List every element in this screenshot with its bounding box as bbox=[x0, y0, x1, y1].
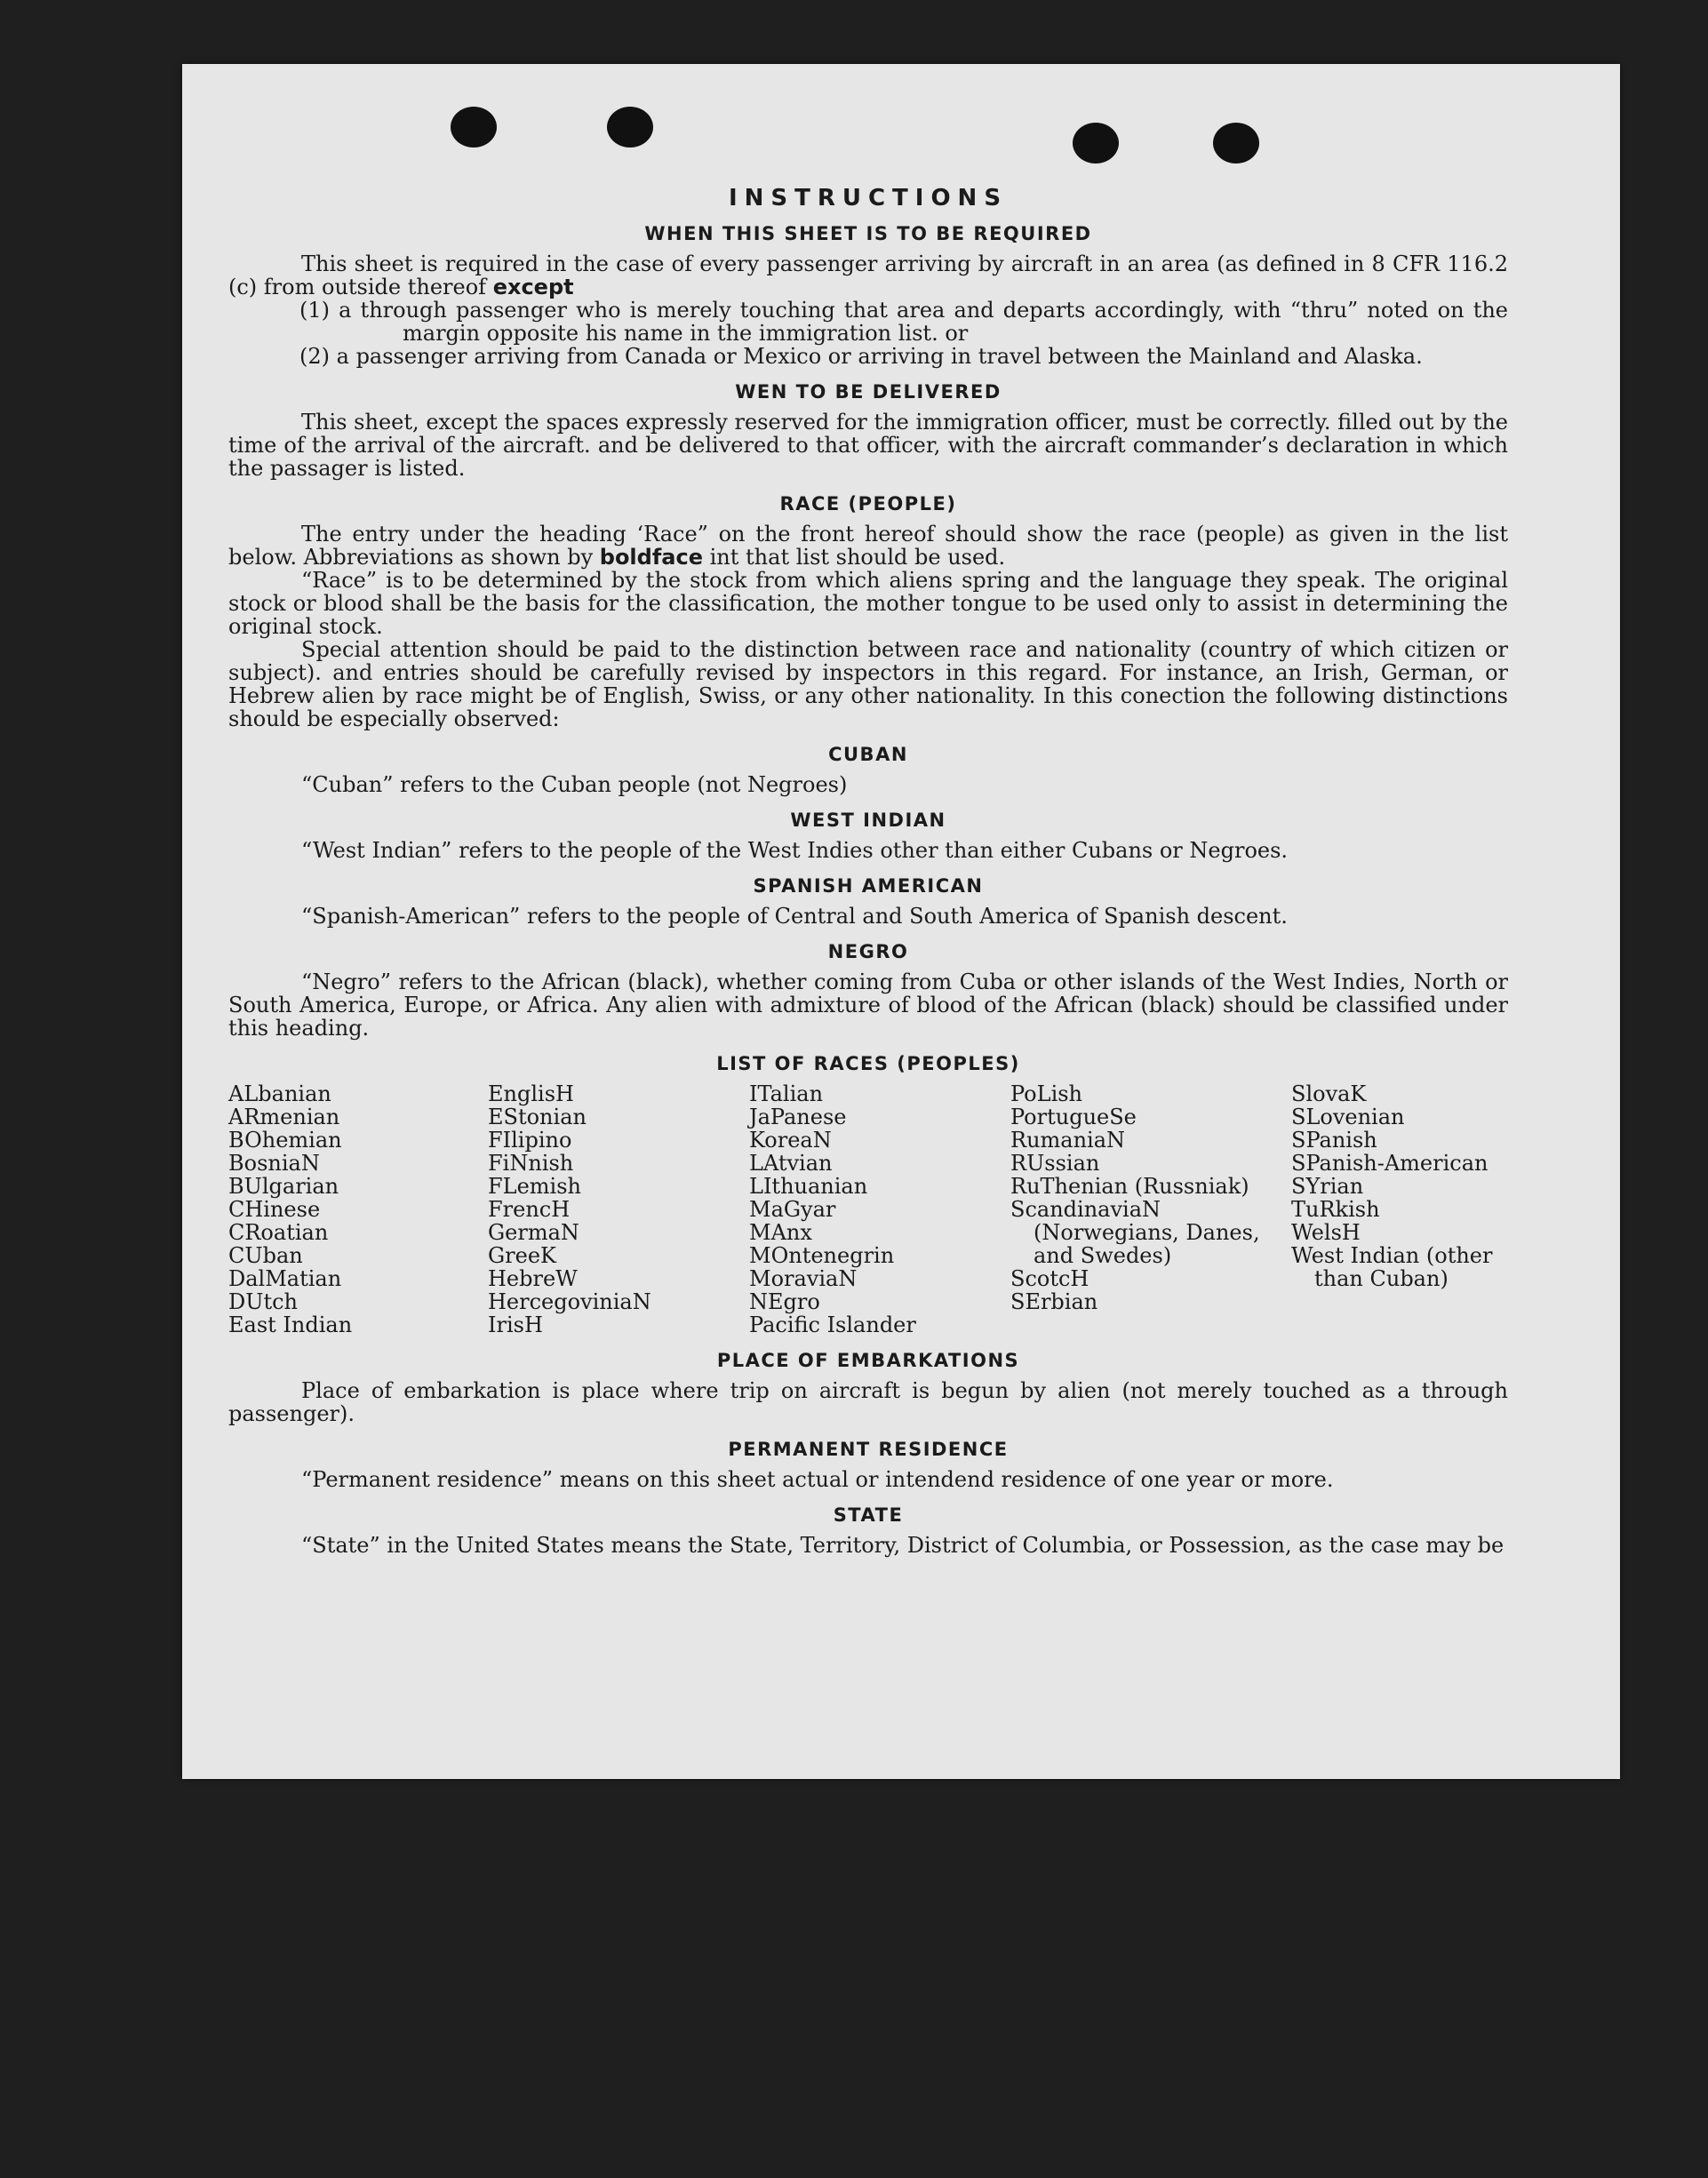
boldface-label: boldface bbox=[599, 545, 703, 570]
spanish-american-text: “Spanish-American” refers to the people of Central and South America of Spanish descent. bbox=[301, 904, 1288, 929]
when-delivered-heading: WEN TO BE DELIVERED bbox=[735, 381, 1002, 403]
race-list-item: MaGyar bbox=[749, 1197, 836, 1222]
race-list-item: RumaniaN bbox=[1010, 1128, 1126, 1153]
race-list-item: LIthuanian bbox=[749, 1174, 868, 1199]
race-list-item: SPanish-American bbox=[1291, 1151, 1489, 1176]
race-paragraph-1 bbox=[228, 523, 1508, 569]
list-of-races bbox=[228, 1082, 1508, 1336]
race-list-item: CUban bbox=[228, 1243, 303, 1268]
races-column-4 bbox=[1010, 1082, 1291, 1336]
when-required-item-1: (1) a through passenger who is merely touching that area and departs accordingly, with “thru” noted on the margin opposite his name in the immigration list. or bbox=[299, 298, 1508, 346]
race-list-item: FLemish bbox=[488, 1174, 581, 1199]
punch-hole-2 bbox=[607, 107, 653, 148]
list-of-races-heading: LIST OF RACES (PEOPLES) bbox=[716, 1053, 1020, 1074]
race-list-item: Pacific Islander bbox=[749, 1312, 916, 1337]
race-list-item: ITalian bbox=[749, 1081, 824, 1106]
race-list-item: SLovenian bbox=[1291, 1105, 1405, 1129]
race-list-item: EStonian bbox=[488, 1105, 587, 1129]
race-list-item: ALbanian bbox=[228, 1081, 331, 1106]
when-required-item-2: (2) a passenger arriving from Canada or Mexico or arriving in travel between the Mainland and Alaska. bbox=[299, 344, 1423, 369]
race-list-item: FIlipino bbox=[488, 1128, 572, 1153]
negro-heading: NEGRO bbox=[827, 941, 909, 962]
punch-hole-1 bbox=[451, 107, 497, 148]
punch-hole-3 bbox=[1073, 123, 1119, 164]
race-list-item: CHinese bbox=[228, 1197, 321, 1222]
race-list-item: GreeK bbox=[488, 1243, 556, 1268]
race-list-item: FrencH bbox=[488, 1197, 571, 1222]
race-list-item: SlovaK bbox=[1291, 1081, 1367, 1106]
race-heading: RACE (PEOPLE) bbox=[779, 493, 957, 515]
race-list-item: RuThenian (Russniak) bbox=[1010, 1174, 1249, 1199]
residence-heading: PERMANENT RESIDENCE bbox=[728, 1439, 1009, 1460]
race-list-item: PortugueSe bbox=[1010, 1105, 1137, 1129]
embarkation-text: Place of embarkation is place where trip on aircraft is begun by alien (not merely touched as a through passenger). bbox=[228, 1378, 1508, 1426]
race-list-item: MOntenegrin bbox=[749, 1243, 895, 1268]
race-list-item: IrisH bbox=[488, 1312, 543, 1337]
race-list-item: TuRkish bbox=[1291, 1197, 1380, 1222]
race-list-item: DUtch bbox=[228, 1289, 299, 1314]
when-required-intro-text: This sheet is required in the case of every passenger arriving by aircraft in an area (as defined in 8 CFR 116.2 (c) from outside thereof bbox=[228, 251, 1508, 299]
race-list-item: PoLish bbox=[1010, 1081, 1083, 1106]
residence-text: “Permanent residence” means on this sheet actual or intendend residence of one year or more. bbox=[301, 1467, 1334, 1492]
race-list-item: ScotcH bbox=[1010, 1266, 1089, 1291]
race-list-item: MoraviaN bbox=[749, 1266, 858, 1291]
race-list-item: WelsH bbox=[1291, 1220, 1361, 1245]
instructions-content bbox=[228, 187, 1508, 1557]
race-paragraph-3: Special attention should be paid to the distinction between race and nationality (country of which citizen or subject). and entries should be carefully revised by inspectors in this regard. For instance, an Irish, German, or Hebrew alien by race might be of English, Swiss, or any other nationality. In this conection the following distinctions should be especially observed: bbox=[228, 637, 1508, 731]
race-list-item: KoreaN bbox=[749, 1128, 832, 1153]
race-list-item: SPanish bbox=[1291, 1128, 1377, 1153]
race-list-item: GermaN bbox=[488, 1220, 579, 1245]
race-list-item: West Indian (other than Cuban) bbox=[1291, 1243, 1493, 1291]
races-column-1 bbox=[228, 1082, 488, 1336]
race-list-item: CRoatian bbox=[228, 1220, 329, 1245]
race-list-item: RUssian bbox=[1010, 1151, 1100, 1176]
races-column-3 bbox=[749, 1082, 1010, 1336]
west-indian-text: “West Indian” refers to the people of the West Indies other than either Cubans or Negroes. bbox=[301, 838, 1289, 863]
race-list-item: NEgro bbox=[749, 1289, 820, 1314]
races-column-2 bbox=[488, 1082, 749, 1336]
when-required-heading: WHEN THIS SHEET IS TO BE REQUIRED bbox=[644, 223, 1092, 244]
page-title: INSTRUCTIONS bbox=[728, 185, 1009, 211]
race-list-item: JaPanese bbox=[749, 1105, 847, 1129]
state-text: “State” in the United States means the State, Territory, District of Columbia, or Possession, as the case may be bbox=[301, 1533, 1504, 1558]
west-indian-heading: WEST INDIAN bbox=[790, 810, 946, 831]
race-p1-a: The entry under the heading ‘Race” on the front hereof should show the race (people) as given in the list below. Abbreviations as shown by bbox=[228, 522, 1508, 570]
embarkation-heading: PLACE OF EMBARKATIONS bbox=[716, 1350, 1020, 1371]
race-list-item: BUlgarian bbox=[228, 1174, 339, 1199]
race-list-item: EnglisH bbox=[488, 1081, 574, 1106]
when-delivered-text: This sheet, except the spaces expressly reserved for the immigration officer, must be correctly. filled out by the time of the arrival of the aircraft. and be delivered to that officer, with the aircraft commander’s declaration in which the passager is listed. bbox=[228, 410, 1508, 481]
race-list-item: FiNnish bbox=[488, 1151, 574, 1176]
race-list-item: BOhemian bbox=[228, 1128, 342, 1153]
spanish-american-heading: SPANISH AMERICAN bbox=[753, 875, 984, 897]
race-list-item: ARmenian bbox=[228, 1105, 340, 1129]
race-list-item: MAnx bbox=[749, 1220, 812, 1245]
negro-text: “Negro” refers to the African (black), whether coming from Cuba or other islands of the West Indies, North or South America, Europe, or Africa. Any alien with admixture of blood of the African (black) should be classified under this heading. bbox=[228, 969, 1508, 1041]
when-required-intro bbox=[228, 252, 1508, 299]
race-list-item: HercegoviniaN bbox=[488, 1289, 651, 1314]
race-list-item: LAtvian bbox=[749, 1151, 833, 1176]
race-list-item: HebreW bbox=[488, 1266, 578, 1291]
document-page bbox=[182, 64, 1620, 1779]
races-column-5 bbox=[1291, 1082, 1508, 1336]
except-label: except bbox=[492, 275, 574, 299]
race-list-item: SYrian bbox=[1291, 1174, 1364, 1199]
state-heading: STATE bbox=[833, 1504, 904, 1526]
cuban-heading: CUBAN bbox=[828, 744, 908, 765]
race-list-item: BosniaN bbox=[228, 1151, 320, 1176]
cuban-text: “Cuban” refers to the Cuban people (not Negroes) bbox=[301, 772, 848, 797]
race-paragraph-2: “Race” is to be determined by the stock from which aliens spring and the language they speak. The original stock or blood shall be the basis for the classification, the mother tongue to be used only to assist in determining the original stock. bbox=[228, 568, 1508, 639]
race-list-item: East Indian bbox=[228, 1312, 353, 1337]
race-list-item: SErbian bbox=[1010, 1289, 1098, 1314]
race-list-item: ScandinaviaN (Norwegians, Danes, and Swedes) bbox=[1010, 1197, 1260, 1268]
race-p1-b: int that list should be used. bbox=[709, 545, 1006, 570]
punch-hole-4 bbox=[1213, 123, 1259, 164]
race-list-item: DalMatian bbox=[228, 1266, 342, 1291]
